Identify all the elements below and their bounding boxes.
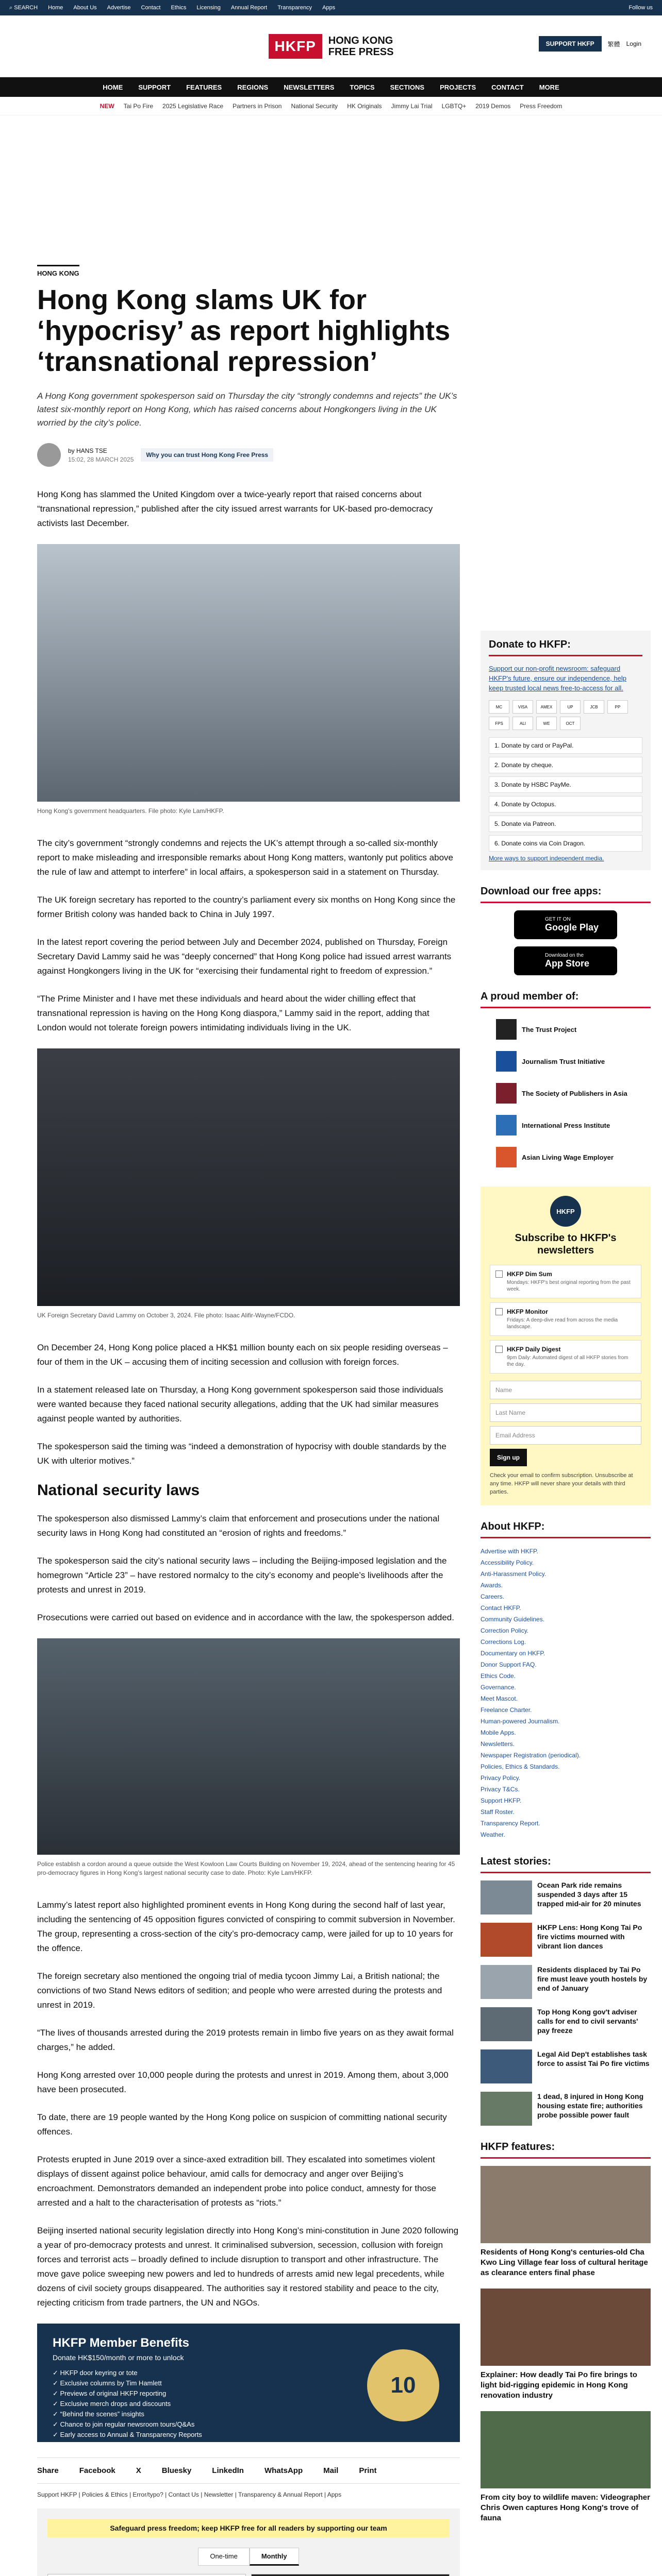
licensing-link[interactable]: Licensing xyxy=(196,5,221,11)
paragraph: “The Prime Minister and I have met these individuals and heard about the wider chilling effect that transnational repression is having on the Hong Kong diaspora,” Lammy said in the report, adding that London would not tolerate foreign powers intimidating individuals living in the UK. xyxy=(37,994,429,1032)
nav-item-features[interactable]: FEATURES xyxy=(186,83,222,91)
payment-icon: JCB xyxy=(584,700,604,714)
feature-story[interactable] xyxy=(481,2166,651,2278)
newsletter-signup xyxy=(481,1187,651,1505)
nav-item-projects[interactable]: PROJECTS xyxy=(440,83,476,91)
trending-item[interactable]: Partners in Prison xyxy=(233,102,282,110)
main-nav xyxy=(0,77,662,97)
headline: Hong Kong slams UK for ‘hypocrisy’ as report highlights ‘transnational repression’ xyxy=(37,284,451,377)
paragraph: The foreign secretary also mentioned the ongoing trial of media tycoon Jimmy Lai, a British national; the convictions of two Stand News editors of sedition; and people who were arrested during the protests and unrest in 2019. xyxy=(37,1971,442,2010)
payment-icon: VISA xyxy=(512,700,533,714)
support-button[interactable]: SUPPORT HKFP xyxy=(539,36,602,52)
promo-item: ✓ Exclusive columns by Tim Hamlett xyxy=(53,2379,162,2387)
donate-highlight-link[interactable]: Support our non-profit newsroom: safeguard HKFP's future, ensure our independence, help keep trusted local news free-to-access for all. xyxy=(489,665,626,692)
sidebar-heading: HKFP features: xyxy=(481,2141,651,2159)
share-whatsapp[interactable]: WhatsApp xyxy=(264,2466,303,2475)
about-link[interactable]: Anti-Harassment Policy. xyxy=(481,1570,547,1578)
author-avatar xyxy=(37,443,61,467)
newsletter-option[interactable] xyxy=(490,1265,641,1298)
member-name: The Trust Project xyxy=(522,1025,577,1033)
newsletter-title: HKFP Monitor xyxy=(507,1308,548,1315)
about-link[interactable]: Corrections Log. xyxy=(481,1638,526,1646)
promo-item: ✓ Chance to join regular newsroom tours/Q&As xyxy=(53,2420,195,2428)
annual-report-link[interactable]: Annual Report xyxy=(230,5,268,11)
language-link[interactable]: 繁體 xyxy=(607,40,620,48)
amount-option-selected[interactable] xyxy=(251,2574,450,2576)
about-link[interactable]: Newsletters. xyxy=(481,1740,515,1748)
member-logo-icon xyxy=(496,1019,517,1040)
payment-icon: AMEX xyxy=(536,700,557,714)
transparency-link[interactable]: Transparency xyxy=(277,5,312,11)
feature-image xyxy=(481,2411,651,2488)
share-bar xyxy=(37,2458,460,2484)
promo-item: ✓ “Behind the scenes” insights xyxy=(53,2410,144,2418)
trending-item[interactable]: National Security xyxy=(291,102,338,110)
member-logo[interactable] xyxy=(481,1079,651,1107)
latest-story[interactable] xyxy=(481,2092,651,2126)
share-bluesky[interactable]: Bluesky xyxy=(161,2466,192,2475)
site-logo[interactable] xyxy=(269,34,394,59)
latest-story[interactable] xyxy=(481,1923,651,1957)
paragraph: In a statement released late on Thursday, a Hong Kong government spokesperson said those individuals were wanted because they faced national security allegations, adding that the UK had similar measures against people wanted by authorities. xyxy=(37,1385,443,1423)
payment-icon: ALI xyxy=(512,717,533,730)
login-link[interactable]: Login xyxy=(626,40,641,47)
logo-line-2: FREE PRESS xyxy=(328,46,394,58)
app-store-small: Download on the xyxy=(545,953,584,958)
about-link[interactable]: Contact HKFP. xyxy=(481,1604,521,1612)
paragraph: Beijing inserted national security legislation directly into Hong Kong’s mini-constitution in June 2020 following a year of pro-democracy protests and unrest. It criminalised subversion, secession, collusion with foreign forces and terrorist acts – broadly defined to include disruption to transport and other infrastructure. The move gave police sweeping new powers and led to hundreds of arrests amid new legal precedents, while dozens of civil society groups disappeared. The authorities say it restored stability and peace to the city, rejecting criticism from trade partners, the UN and NGOs. xyxy=(37,2226,459,2308)
donate-option[interactable]: 4. Donate by Octopus. xyxy=(489,796,642,812)
member-logo[interactable] xyxy=(481,1047,651,1075)
paragraph: In the latest report covering the period between July and December 2024, published on Thursday, Foreign Secretary David Lammy said he was “deeply concerned” that Hong Kong police had issued arrest warrants against Hongkongers living in the UK for “exercising their fundamental right to freedom of expression.” xyxy=(37,937,452,976)
caption: Police establish a cordon around a queue outside the West Kowloon Law Courts Building on November 19, 2024, ahead of the sentencing hearing for 45 pro-democracy figures in Hong Kong’s largest national security case to date. Photo: Kyle Lam/HKFP. xyxy=(37,1860,455,1876)
newsletter-text xyxy=(507,1308,636,1330)
ethics-link[interactable]: Ethics xyxy=(171,5,187,11)
about-link[interactable]: Careers. xyxy=(481,1593,505,1600)
paragraph: The spokesperson said the timing was “indeed a demonstration of hypocrisy with double standards by the UK with ulterior motives.” xyxy=(37,1442,446,1466)
story-title: Ocean Park ride remains suspended 3 days after 15 trapped mid-air for 20 minutes xyxy=(537,1881,641,1908)
contact-link[interactable]: Contact xyxy=(141,5,161,11)
checkbox[interactable] xyxy=(495,1346,503,1353)
search-link[interactable]: ⌕ SEARCH xyxy=(9,4,38,11)
donate-sidebar-box xyxy=(481,631,651,870)
home-link[interactable]: Home xyxy=(48,5,63,11)
about-link[interactable]: About Us xyxy=(73,5,97,11)
about-link[interactable]: Mobile Apps. xyxy=(481,1729,516,1736)
donate-option[interactable]: 2. Donate by cheque. xyxy=(489,757,642,773)
author-name[interactable]: by HANS TSE xyxy=(68,447,107,454)
about-link[interactable]: Newspaper Registration (periodical). xyxy=(481,1752,581,1759)
feature-title: Explainer: How deadly Tai Po fire brings to light bid-rigging epidemic in Hong Kong renovation industry xyxy=(481,2370,637,2400)
app-store-label: App Store xyxy=(545,958,590,969)
photo-government-hq xyxy=(37,544,460,802)
newsletter-desc: Fridays: A deep-dive read from across the media landscape. xyxy=(507,1317,618,1330)
author-info xyxy=(68,447,134,463)
trending-item[interactable]: HK Originals xyxy=(347,102,382,110)
paragraph: The spokesperson said the city’s national security laws – including the Beijing-imposed legislation and the homegrown “Article 23” – have restored normalcy to the city’s economy and people’s livelihoods after the protests and unrest in 2019. xyxy=(37,1556,447,1595)
feature-image xyxy=(481,2166,651,2243)
donate-amounts xyxy=(47,2574,450,2576)
feature-image xyxy=(481,2289,651,2366)
promo-title: HKFP Member Benefits xyxy=(53,2336,189,2350)
latest-story[interactable] xyxy=(481,1965,651,1999)
lede: A Hong Kong government spokesperson said on Thursday the city “strongly condemns and rejects” the UK’s latest six-monthly report on Hong Kong, which has raised concerns about Hongkongers living in the UK worried by the city’s police. xyxy=(37,391,457,428)
nav-item-sections[interactable]: SECTIONS xyxy=(390,83,425,91)
paragraph: Hong Kong arrested over 10,000 people during the protests and unrest in 2019. Among them, about 3,000 have been prosecuted. xyxy=(37,2070,449,2094)
story-thumbnail xyxy=(481,1880,532,1914)
member-benefits-promo[interactable] xyxy=(37,2324,460,2449)
trending-item[interactable]: Tai Po Fire xyxy=(123,102,154,110)
latest-story[interactable] xyxy=(481,2049,651,2083)
checkbox[interactable] xyxy=(495,1308,503,1315)
share-linkedin[interactable]: LinkedIn xyxy=(212,2466,244,2475)
newsletter-text xyxy=(507,1270,636,1293)
member-logo-icon xyxy=(496,1147,517,1167)
sign-up-button[interactable]: Sign up xyxy=(490,1449,527,1466)
trending-bar xyxy=(0,97,662,115)
promo-item: ✓ 80 thank-you banner ads disabled xyxy=(53,2441,161,2449)
newsletter-title: HKFP Daily Digest xyxy=(507,1346,561,1353)
app-store-button[interactable] xyxy=(514,946,617,975)
about-link[interactable]: Transparency Report. xyxy=(481,1820,540,1827)
feature-story[interactable] xyxy=(481,2411,651,2523)
donate-option[interactable]: 5. Donate via Patreon. xyxy=(489,816,642,832)
payment-icon: WE xyxy=(536,717,557,730)
nav-item-more[interactable]: MORE xyxy=(539,83,559,91)
trending-item[interactable]: 2025 Legislative Race xyxy=(162,102,224,110)
sidebar-heading: Donate to HKFP: xyxy=(489,639,642,656)
trust-link[interactable]: Why you can trust Hong Kong Free Press xyxy=(141,448,273,462)
promo-item: ✓ Previews of original HKFP reporting xyxy=(53,2389,167,2397)
latest-story[interactable] xyxy=(481,2007,651,2041)
paragraph: The UK foreign secretary has reported to the country’s parliament every six months on Hong Kong since the former British colony was handed back to China in July 1997. xyxy=(37,895,456,919)
payment-icon: MC xyxy=(489,700,509,714)
newsletter-badge: HKFP xyxy=(550,1196,581,1227)
trending-item[interactable]: Jimmy Lai Trial xyxy=(391,102,433,110)
member-logo[interactable] xyxy=(481,1143,651,1171)
nav-item-home[interactable]: HOME xyxy=(103,83,123,91)
apps-link[interactable]: Apps xyxy=(322,5,336,11)
member-name: Asian Living Wage Employer xyxy=(522,1153,614,1161)
about-link[interactable]: Documentary on HKFP. xyxy=(481,1650,545,1657)
newsletter-option[interactable] xyxy=(490,1340,641,1374)
payment-icon: OCT xyxy=(560,717,581,730)
google-play-label: Google Play xyxy=(545,922,599,933)
newsletter-title: HKFP Dim Sum xyxy=(507,1270,552,1278)
nav-item-regions[interactable]: REGIONS xyxy=(237,83,269,91)
email-input[interactable]: Email Address xyxy=(490,1426,641,1445)
donate-widget xyxy=(37,2509,460,2576)
about-link[interactable]: Weather. xyxy=(481,1831,505,1838)
caption: UK Foreign Secretary David Lammy on October 3, 2024. File photo: Isaac Alifir-Wayne/FCDO. xyxy=(37,1312,295,1319)
trending-item[interactable]: LGBTQ+ xyxy=(441,102,467,110)
about-link[interactable]: Community Guidelines. xyxy=(481,1616,545,1623)
sidebar xyxy=(481,631,651,2534)
paragraph: On December 24, Hong Kong police placed a HK$1 million bounty each on six people residing overseas – four of them in the UK – accusing them of inciting secession and collusion with foreign forces. xyxy=(37,1343,448,1367)
feature-title: From city boy to wildlife maven: Videographer Chris Owen captures Hong Kong's trove of fauna xyxy=(481,2493,650,2522)
promo-subtitle: Donate HK$150/month or more to unlock xyxy=(53,2353,184,2362)
brand-actions xyxy=(539,36,641,52)
about-link[interactable]: Privacy T&Cs. xyxy=(481,1786,520,1793)
member-logo[interactable] xyxy=(481,1015,651,1043)
article-footer-links[interactable]: Support HKFP | Policies & Ethics | Error/typo? | Contact Us | Newsletter | Transparency & Annual Report | Apps xyxy=(37,2491,342,2498)
search-label: SEARCH xyxy=(14,4,38,11)
nav-item-topics[interactable]: TOPICS xyxy=(350,83,375,91)
publish-date: 15:02, 28 MARCH 2025 xyxy=(68,455,134,463)
story-thumbnail xyxy=(481,2092,532,2126)
share-print[interactable]: Print xyxy=(359,2466,377,2475)
google-play-button[interactable] xyxy=(514,910,617,939)
share-label: Share xyxy=(37,2466,59,2475)
anniversary-badge: 10 xyxy=(367,2349,439,2421)
feature-story[interactable] xyxy=(481,2289,651,2401)
newsletter-desc: Mondays: HKFP's best original reporting from the past week. xyxy=(507,1280,631,1292)
donate-option[interactable]: 6. Donate coins via Coin Dragon. xyxy=(489,835,642,852)
about-link[interactable]: Advertise with HKFP. xyxy=(481,1548,538,1555)
logo-line-1: HONG KONG xyxy=(328,35,393,46)
trending-item[interactable]: 2019 Demos xyxy=(475,102,511,110)
member-name: Journalism Trust Initiative xyxy=(522,1057,605,1065)
about-link[interactable]: Accessibility Policy. xyxy=(481,1559,534,1566)
checkbox[interactable] xyxy=(495,1270,503,1278)
logo-text xyxy=(328,35,394,58)
caption: Hong Kong’s government headquarters. File photo: Kyle Lam/HKFP. xyxy=(37,807,224,815)
about-link[interactable]: Correction Policy. xyxy=(481,1627,529,1634)
paragraph: Hong Kong has slammed the United Kingdom over a twice-yearly report that raised concerns about “transnational repression,” published after the city issued arrest warrants for UK-based pro-democracy activists last December. xyxy=(37,489,433,528)
about-link[interactable]: Support HKFP. xyxy=(481,1797,522,1804)
donate-banner: Safeguard press freedom; keep HKFP free for all readers by supporting our team xyxy=(47,2519,450,2537)
story-thumbnail xyxy=(481,2049,532,2083)
trending-item[interactable]: Press Freedom xyxy=(520,102,562,110)
about-link[interactable]: Ethics Code. xyxy=(481,1672,516,1680)
follow-label: Follow us xyxy=(628,5,653,11)
feature-title: Residents of Hong Kong's centuries-old Cha Kwo Ling Village fear loss of cultural heritage as clearance enters final phase xyxy=(481,2248,648,2277)
paragraph: “The lives of thousands arrested during the 2019 protests remain in limbo five years on as they await formal charges,” he added. xyxy=(37,2028,454,2052)
newsletter-note: Check your email to confirm subscription. Unsubscribe at any time. HKFP will never share your details with third parties. xyxy=(490,1472,633,1495)
about-link[interactable]: Awards. xyxy=(481,1582,503,1589)
newsletter-option[interactable] xyxy=(490,1302,641,1336)
story-title: Residents displaced by Tai Po fire must leave youth hostels by end of January xyxy=(537,1965,648,1992)
paragraph: The spokesperson also dismissed Lammy’s claim that enforcement and prosecutions under the national security laws in Hong Kong had constituted an “erosion of rights and freedoms.” xyxy=(37,1514,440,1538)
share-x[interactable]: X xyxy=(136,2466,141,2475)
sidebar-heading: Download our free apps: xyxy=(481,886,651,903)
member-logo[interactable] xyxy=(481,1111,651,1139)
tab-monthly[interactable]: Monthly xyxy=(250,2548,299,2566)
newsletter-desc: 9pm Daily: Automated digest of all HKFP stories from the day. xyxy=(507,1355,628,1367)
top-utility-bar xyxy=(0,0,662,15)
newsletter-text xyxy=(507,1346,636,1368)
promo-item: ✓ Early access to Annual & Transparency Reports xyxy=(53,2431,202,2438)
payment-icon: PP xyxy=(607,700,628,714)
nav-item-support[interactable]: SUPPORT xyxy=(138,83,171,91)
about-link[interactable]: Meet Mascot. xyxy=(481,1695,518,1702)
paragraph: Prosecutions were carried out based on evidence and in accordance with the law, the spokesperson added. xyxy=(37,1613,454,1622)
story-title: HKFP Lens: Hong Kong Tai Po fire victims mourned with vibrant lion dances xyxy=(537,1923,642,1950)
about-link[interactable]: Freelance Charter. xyxy=(481,1706,532,1714)
payment-icon: FPS xyxy=(489,717,509,730)
story-thumbnail xyxy=(481,1965,532,1999)
about-link[interactable]: Governance. xyxy=(481,1684,516,1691)
story-title: Legal Aid Dep't establishes task force to assist Tai Po fire victims xyxy=(537,2050,650,2067)
donate-option[interactable]: 1. Donate by card or PayPal. xyxy=(489,737,642,754)
story-title: 1 dead, 8 injured in Hong Kong housing estate fire; authorities probe possible power fault xyxy=(537,2092,644,2119)
more-ways-link[interactable]: More ways to support independent media. xyxy=(489,855,604,862)
advertise-link[interactable]: Advertise xyxy=(107,5,131,11)
logo-mark: HKFP xyxy=(269,34,322,59)
promo-item: ✓ Exclusive merch drops and discounts xyxy=(53,2400,171,2408)
latest-story[interactable] xyxy=(481,1880,651,1914)
sidebar-heading: Latest stories: xyxy=(481,1856,651,1873)
byline xyxy=(37,443,460,467)
new-badge: NEW xyxy=(100,102,114,110)
nav-item-contact[interactable]: CONTACT xyxy=(491,83,524,91)
payment-methods xyxy=(489,700,642,730)
about-link[interactable]: Policies, Ethics & Standards. xyxy=(481,1763,560,1770)
paragraph: Protests erupted in June 2019 over a since-axed extradition bill. They escalated into sometimes violent displays of dissent against police behaviour, amid calls for democracy and anger over Beijing’s encroachment. Demonstrators demanded an independent probe into police conduct, amnesty for those arrested and a halt to the characterisation of protests as “riots.” xyxy=(37,2155,436,2208)
member-name: International Press Institute xyxy=(522,1121,610,1129)
tab-one-time[interactable]: One-time xyxy=(198,2548,249,2566)
about-link[interactable]: Staff Roster. xyxy=(481,1808,515,1816)
member-logo-icon xyxy=(496,1051,517,1072)
paragraph: The city’s government “strongly condemns and rejects the UK’s attempt through a so-called six-monthly report to make misleading and irresponsible remarks about Hong Kong matters, wantonly put politics above the rule of law and attempt to interfere” in local affairs, a spokesperson said in a statement on Thursday. xyxy=(37,838,453,877)
about-list xyxy=(481,1546,651,1840)
nav-item-newsletters[interactable]: NEWSLETTERS xyxy=(284,83,335,91)
donate-frequency-tabs xyxy=(47,2548,450,2566)
share-facebook[interactable]: Facebook xyxy=(79,2466,115,2475)
first-name-input[interactable]: Name xyxy=(490,1381,641,1399)
member-logo-icon xyxy=(496,1083,517,1104)
about-link[interactable]: Privacy Policy. xyxy=(481,1774,521,1782)
paragraph: To date, there are 19 people wanted by the Hong Kong police on suspicion of committing national security offences. xyxy=(37,2112,447,2137)
article xyxy=(37,265,460,2576)
member-name: The Society of Publishers in Asia xyxy=(522,1089,627,1097)
story-title: Top Hong Kong gov't adviser calls for end to civil servants' pay freeze xyxy=(537,2008,638,2035)
brand-bar xyxy=(0,15,662,77)
paragraph: Lammy’s latest report also highlighted prominent events in Hong Kong during the second half of last year, including the sentencing of 45 opposition figures convicted of conspiring to commit subversion in November. The group, representing a cross-section of the city’s pro-democracy camp, were jailed for up to 10 years for the offence. xyxy=(37,1900,455,1953)
payment-icon: UP xyxy=(560,700,581,714)
member-logo-icon xyxy=(496,1115,517,1136)
newsletter-heading: Subscribe to HKFP's newsletters xyxy=(515,1232,617,1256)
about-link[interactable]: Donor Support FAQ. xyxy=(481,1661,537,1668)
google-play-small: GET IT ON xyxy=(545,917,571,922)
sidebar-heading: About HKFP: xyxy=(481,1521,651,1538)
promo-item: ✓ HKFP door keyring or tote xyxy=(53,2369,138,2377)
story-thumbnail xyxy=(481,1923,532,1957)
last-name-input[interactable]: Last Name xyxy=(490,1403,641,1422)
about-link[interactable]: Human-powered Journalism. xyxy=(481,1718,560,1725)
amount-option[interactable] xyxy=(47,2574,246,2576)
story-thumbnail xyxy=(481,2007,532,2041)
subheading: National security laws xyxy=(37,1482,200,1499)
share-mail[interactable]: Mail xyxy=(323,2466,339,2475)
photo-police-cordon xyxy=(37,1638,460,1855)
photo-david-lammy xyxy=(37,1048,460,1306)
sidebar-heading: A proud member of: xyxy=(481,991,651,1008)
donate-option[interactable]: 3. Donate by HSBC PayMe. xyxy=(489,776,642,793)
section-tag[interactable]: HONG KONG xyxy=(37,265,79,277)
